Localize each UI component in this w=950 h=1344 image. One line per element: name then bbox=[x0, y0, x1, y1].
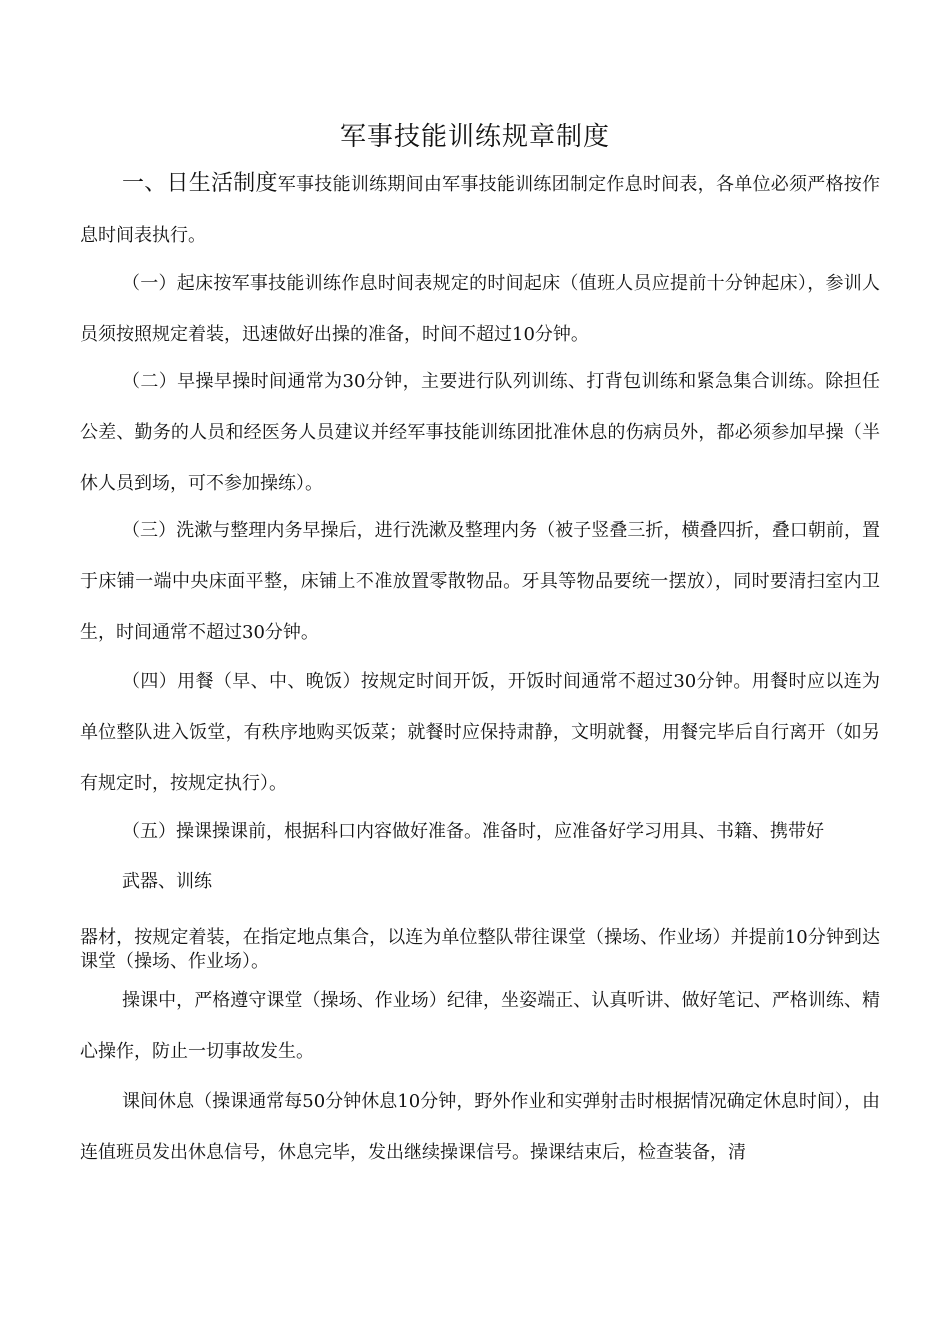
paragraph-morning-exercise: （二）早操早操时间通常为30分钟，主要进行队列训练、打背包训练和紧急集合训练。除担任公差、勤务的人员和经医务人员建议并经军事技能训练团批准休息的伤病员外，都必须参加早操（半休人员到场，可不参加操练）。 bbox=[80, 371, 880, 494]
paragraph-meals: （四）用餐（早、中、晚饭）按规定时间开饭，开饭时间通常不超过30分钟。用餐时应以连为单位整队进入饭堂，有秩序地购买饭菜；就餐时应保持肃静，文明就餐，用餐完毕后自行离开（如另有规定时，按规定执行）。 bbox=[80, 671, 880, 794]
paragraph-class-break: 课间休息（操课通常每50分钟休息10分钟，野外作业和实弹射击时根据情况确定休息时间），由连值班员发出休息信号，休息完毕，发出继续操课信号。操课结束后，检查装备，清 bbox=[80, 1091, 880, 1163]
paragraph-equipment: 器材，按规定着装，在指定地点集合，以连为单位整队带往课堂（操场、作业场）并提前10分钟到达课堂（操场、作业场）。 bbox=[80, 927, 880, 972]
paragraph-washing-housekeeping: （三）洗漱与整理内务早操后，进行洗漱及整理内务（被子竖叠三折，横叠四折，叠口朝前，置于床铺一端中央床面平整，床铺上不准放置零散物品。牙具等物品要统一摆放），同时要清扫室内卫生，时间通常不超过30分钟。 bbox=[80, 520, 880, 643]
paragraph-wake-up: （一）起床按军事技能训练作息时间表规定的时间起床（值班人员应提前十分钟起床），参训人员须按照规定着装，迅速做好出操的准备，时间不超过10分钟。 bbox=[80, 273, 880, 345]
paragraph-classes: （五）操课操课前，根据科口内容做好准备。准备时，应准备好学习用具、书籍、携带好 bbox=[122, 821, 824, 842]
section-1-text: 军事技能训练期间由军事技能训练团制定作息时间表，各单位必须严格按作息时间表执行。 bbox=[80, 174, 880, 246]
section-1-paragraph bbox=[80, 158, 880, 261]
paragraph-class-discipline: 操课中，严格遵守课堂（操场、作业场）纪律，坐姿端正、认真听讲、做好笔记、严格训练、精心操作，防止一切事故发生。 bbox=[80, 990, 880, 1062]
document-title: 军事技能训练规章制度 bbox=[339, 122, 610, 152]
paragraph-classes-fragment: 武器、训练 bbox=[122, 871, 212, 892]
section-1-heading: 一、日生活制度 bbox=[122, 171, 278, 196]
